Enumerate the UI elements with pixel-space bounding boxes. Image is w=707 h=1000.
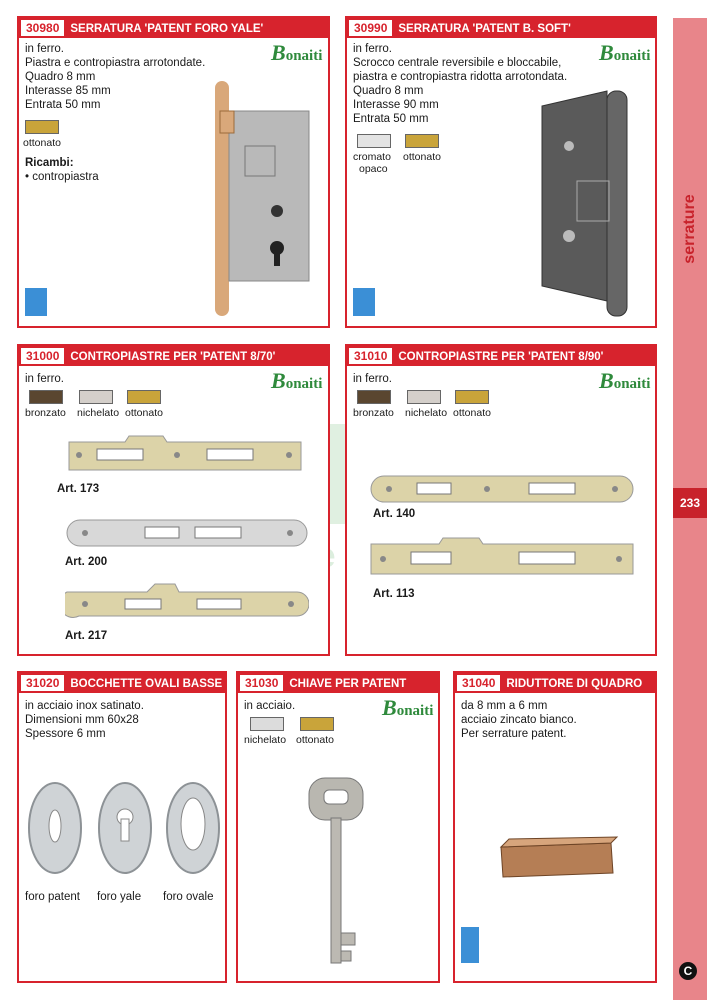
escutcheon-label: foro yale (97, 891, 142, 903)
swatch-ottonato (25, 120, 59, 134)
swatch-label: ottonato (125, 407, 163, 419)
product-31010 (345, 344, 657, 656)
spares-title: Ricambi: (25, 157, 74, 169)
swatch-ottonato (455, 390, 489, 404)
bonaiti-logo: Bonaiti (599, 368, 651, 393)
art-label: Art. 140 (373, 508, 416, 520)
bonaiti-logo: Bonaiti (382, 695, 434, 720)
lock-image (537, 86, 637, 321)
product-badge-icon (461, 927, 479, 963)
product-badge-icon (353, 288, 375, 316)
product-header: 30980 SERRATURA 'PATENT FORO YALE' (19, 18, 328, 38)
description: in ferro. Piastra e contropiastra arrotondate. Quadro 8 mm Interasse 85 mm Entrata 50 mm (25, 43, 206, 111)
description: da 8 mm a 6 mm acciaio zincato bianco. Per serrature patent. (461, 700, 577, 740)
copyright-icon: C (679, 962, 697, 980)
bonaiti-logo: Bonaiti (599, 40, 651, 65)
lock-image (205, 76, 315, 321)
description: in ferro. (25, 373, 64, 385)
spares-item: • contropiastra (25, 171, 99, 183)
strike-plate-217 (65, 582, 309, 620)
swatch-nichelato (79, 390, 113, 404)
strike-plate-200 (65, 518, 309, 548)
swatch-label: nichelato (77, 407, 120, 419)
product-header: 31020 BOCCHETTE OVALI BASSE (19, 673, 225, 693)
swatch-nichelato (407, 390, 441, 404)
product-header: 31030 CHIAVE PER PATENT (238, 673, 438, 693)
reducer-image (493, 835, 621, 883)
swatch-label: ottonato (453, 407, 491, 419)
description: in ferro. (353, 373, 392, 385)
escutcheon-label: foro patent (25, 891, 80, 903)
product-badge-icon (25, 288, 47, 316)
swatch-label: bronzato (25, 407, 66, 419)
swatch-label: nichelato (405, 407, 448, 419)
description: in acciaio. (244, 700, 296, 712)
section-title: serrature (681, 194, 698, 264)
swatch-bronzato (357, 390, 391, 404)
product-31020 (17, 671, 227, 983)
page-number: 233 (673, 488, 707, 518)
swatch-label: bronzato (353, 407, 394, 419)
product-30990 (345, 16, 657, 328)
escutcheon-label: foro ovale (163, 891, 214, 903)
product-31000 (17, 344, 330, 656)
swatch-bronzato (29, 390, 63, 404)
swatch-label: ottonato (23, 137, 61, 149)
swatch-ottonato (127, 390, 161, 404)
art-label: Art. 217 (65, 630, 108, 642)
swatch-nichelato (250, 717, 284, 731)
escutcheon-ovale (163, 779, 223, 877)
art-label: Art. 173 (57, 483, 100, 495)
strike-plate-140 (369, 474, 635, 504)
escutcheon-yale (95, 779, 155, 877)
art-label: Art. 200 (65, 556, 108, 568)
product-header: 31040 RIDUTTORE DI QUADRO (455, 673, 655, 693)
product-header: 31000 CONTROPIASTRE PER 'PATENT 8/70' (19, 346, 328, 366)
product-30980 (17, 16, 330, 328)
bonaiti-logo: Bonaiti (271, 40, 323, 65)
swatch-cromato (357, 134, 391, 148)
swatch-label: ottonato (403, 151, 441, 163)
description: in ferro. Scrocco centrale reversibile e bloccabile, piastra e contropiastra ridotta arrotondata. Quadro 8 mm Interasse 90 mm Entrata 50 mm (353, 43, 568, 125)
product-header: 30990 SERRATURA 'PATENT B. SOFT' (347, 18, 655, 38)
product-31030 (236, 671, 440, 983)
swatch-label: opaco (359, 163, 388, 175)
key-image (304, 773, 374, 973)
product-31040 (453, 671, 657, 983)
description: in acciaio inox satinato. Dimensioni mm 60x28 Spessore 6 mm (25, 700, 144, 740)
strike-plate-173 (67, 434, 307, 478)
bonaiti-logo: Bonaiti (271, 368, 323, 393)
product-header: 31010 CONTROPIASTRE PER 'PATENT 8/90' (347, 346, 655, 366)
swatch-ottonato (300, 717, 334, 731)
swatch-label: ottonato (296, 734, 334, 746)
strike-plate-113 (369, 536, 635, 578)
escutcheon-patent (25, 779, 85, 877)
swatch-label: cromato (353, 151, 391, 163)
swatch-ottonato (405, 134, 439, 148)
swatch-label: nichelato (244, 734, 287, 746)
art-label: Art. 113 (373, 588, 415, 600)
